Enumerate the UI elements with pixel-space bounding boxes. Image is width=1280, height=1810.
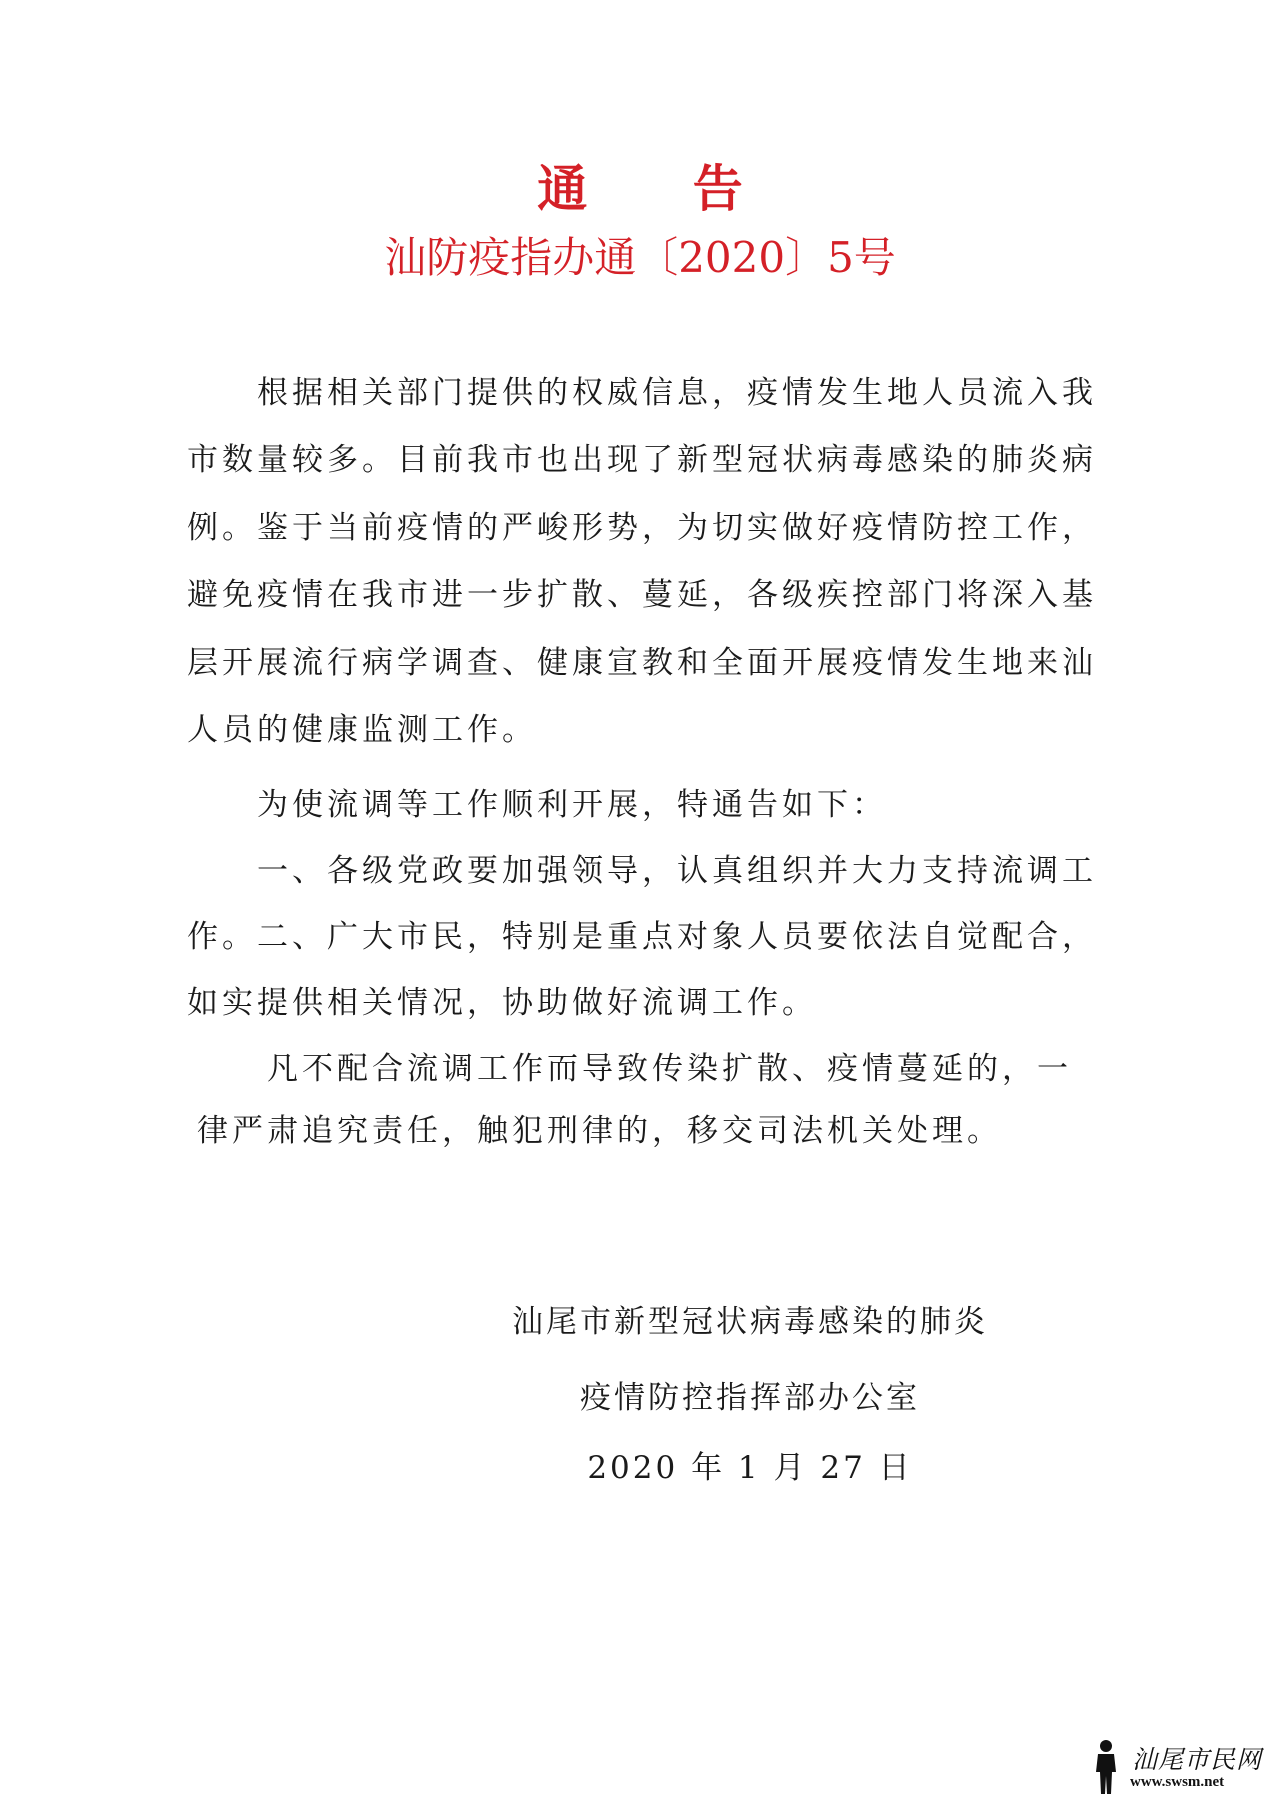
body-paragraph-item-1: 一、各级党政要加强领导，认真组织并大力支持流调工作。	[187, 853, 1097, 955]
notice-title: 通 告	[537, 159, 787, 218]
document-number: 汕防疫指办通〔2020〕5号	[384, 233, 896, 282]
body-paragraph-intro: 根据相关部门提供的权威信息，疫情发生地人员流入我市数量较多。目前我市也出现了新型冠状病毒感染的肺炎病例。鉴于当前疫情的严峻形势，为切实做好疫情防控工作，避免疫情在我市进一步扩散、蔓延，各级疾控部门将深入基层开展流行病学调查、健康宣教和全面开展疫情发生地来汕人员的健康监测工作。	[187, 375, 1097, 749]
signature-org-line-2: 疫情防控指挥部办公室	[580, 1380, 920, 1416]
standing-figure-icon	[1086, 1738, 1126, 1796]
body-paragraph-penalty: 凡不配合流调工作而导致传染扩散、疫情蔓延的，一律严肃追究责任，触犯刑律的，移交司法机关处理。	[197, 1051, 1072, 1149]
site-watermark	[1086, 1738, 1266, 1796]
signature-org-line-1: 汕尾市新型冠状病毒感染的肺炎	[512, 1304, 988, 1340]
body-paragraph-announcement: 为使流调等工作顺利开展，特通告如下：	[257, 787, 887, 823]
body-paragraph-item-2: 二、广大市民，特别是重点对象人员要依法自觉配合，如实提供相关情况，协助做好流调工作。	[187, 919, 1097, 1021]
signature-date: 2020 年 1 月 27 日	[587, 1450, 913, 1486]
watermark-site-name: 汕尾市民网	[1132, 1745, 1263, 1774]
watermark-site-url: www.swsm.net	[1130, 1774, 1225, 1790]
